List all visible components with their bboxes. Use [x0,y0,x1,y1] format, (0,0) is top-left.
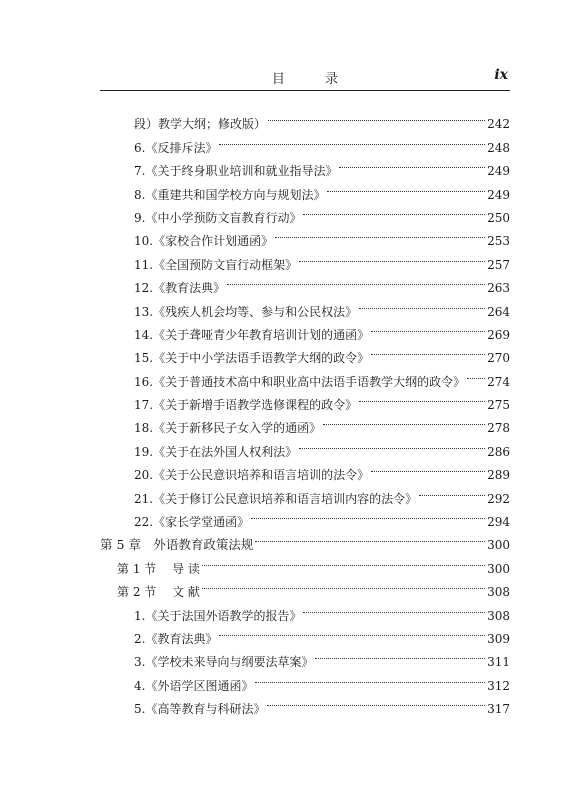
toc-entry-page: 312 [487,678,510,693]
toc-entry-page: 308 [487,585,510,600]
toc-entry-label: 18.《关于新移民子女入学的通函》 [134,421,322,436]
toc-entry-label: 第 2 节 文 献 [117,585,200,600]
toc-entry-page: 311 [487,655,510,670]
toc-entry-page: 300 [487,561,510,576]
toc-entry-page: 289 [487,468,510,483]
dot-leader [303,596,485,619]
dot-leader [303,199,485,222]
toc-entry-label: 22.《家长学堂通函》 [134,515,250,530]
dot-leader [371,316,485,339]
toc-entry-label: 段）教学大纲；修改版） [134,117,267,132]
dot-leader [275,222,485,245]
toc-entry-label: 第 5 章 外语教育政策法规 [100,537,254,553]
dot-leader [202,549,485,572]
toc-entry-label: 21.《关于修订公民意识培养和语言培训内容的法令》 [134,491,418,506]
toc-entry-label: 1.《关于法国外语教学的报告》 [134,608,302,623]
toc-entry-label: 3.《学校未来导向与纲要法草案》 [134,655,314,670]
toc-entry-page: 269 [487,327,510,342]
toc-entry-label: 17.《关于新增手语教学选修课程的政令》 [134,398,358,413]
toc-entry-page: 270 [487,351,510,366]
dot-leader [371,339,485,362]
dot-leader [219,128,485,151]
toc-entry-label: 10.《家校合作计划通函》 [134,234,274,249]
toc-entry-page: 242 [487,117,510,132]
header-title: 目 录 [271,72,357,87]
toc-entry-label: 9.《中小学预防文盲教育行动》 [134,210,302,225]
toc-entry-page: 308 [487,608,510,623]
toc-entry-label: 15.《关于中小学法语手语教学大纲的政令》 [134,351,370,366]
table-of-contents [100,105,510,717]
dot-leader [339,152,485,175]
toc-entry-label: 2.《教育法典》 [134,631,218,646]
toc-entry-page: 264 [487,304,510,319]
toc-entry-label: 20.《关于公民意识培养和语言培训的法令》 [134,468,370,483]
toc-entry-page: 253 [487,234,510,249]
toc-entry-page: 292 [487,491,510,506]
toc-entry-label: 5.《高等教育与科研法》 [134,702,266,717]
dot-leader [267,690,485,713]
dot-leader [227,269,485,292]
toc-entry-page: 257 [487,257,510,272]
toc-entry-label: 16.《关于普通技术高中和职业高中法语手语教学大纲的政令》 [134,374,466,389]
toc-entry-label: 7.《关于终身职业培训和就业指导法》 [134,164,338,179]
toc-entry-label: 11.《全国预防文盲行动框架》 [134,257,298,272]
toc-entry-label: 14.《关于聋哑青少年教育培训计划的通函》 [134,327,370,342]
toc-entry-page: 249 [487,164,510,179]
toc-entry-page: 274 [487,374,510,389]
toc-entry-label: 第 1 节 导 读 [117,561,200,576]
toc-entry-label: 6.《反排斥法》 [134,140,218,155]
toc-entry-page: 263 [487,281,510,296]
toc-entry-page: 317 [487,702,510,717]
dot-leader [323,409,485,432]
toc-entry-label: 8.《重建共和国学校方向与规划法》 [134,187,326,202]
running-header [100,66,510,91]
dot-leader [255,526,485,549]
toc-entry-label: 12.《教育法典》 [134,281,226,296]
dot-leader [219,620,485,643]
toc-entry-page: 294 [487,515,510,530]
dot-leader [359,292,485,315]
dot-leader [315,643,485,666]
dot-leader [202,573,485,596]
toc-entry-page: 309 [487,631,510,646]
toc-entry-label: 4.《外语学区图通函》 [134,678,254,693]
dot-leader [327,175,485,198]
toc-entry-label: 13.《残疾人机会均等、参与和公民权法》 [134,304,358,319]
dot-leader [467,362,485,385]
dot-leader [255,666,485,689]
toc-entry-page: 248 [487,140,510,155]
dot-leader [299,432,485,455]
toc-entry-page: 286 [487,444,510,459]
dot-leader [359,386,485,409]
toc-entry-page: 278 [487,421,510,436]
toc-entry-page: 300 [487,538,510,553]
dot-leader [268,105,485,128]
dot-leader [371,456,485,479]
header-page-number: ix [494,67,508,83]
dot-leader [299,245,485,268]
toc-entry-page: 250 [487,210,510,225]
dot-leader [251,503,485,526]
toc-entry-page: 249 [487,187,510,202]
toc-item-row [100,105,510,132]
toc-entry-label: 19.《关于在法外国人权利法》 [134,444,298,459]
toc-entry-page: 275 [487,398,510,413]
dot-leader [419,479,485,502]
